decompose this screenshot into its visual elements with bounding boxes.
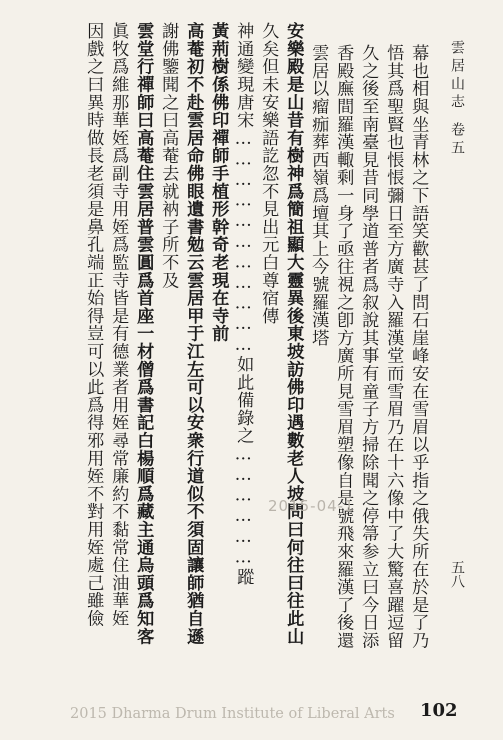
folio-number: 102 xyxy=(420,700,458,721)
text-column-7: 久矣但未安樂語訖忽不見出元白尊宿傳 xyxy=(258,22,279,325)
watermark-date: 2015-04-1 xyxy=(268,497,355,515)
text-column-10: 高菴初不赴雲居命佛眼遺書勉云雲居甲于江左可以安衆行道似不須固讓師猶自遜 xyxy=(183,22,204,645)
text-column-8: 神通變現唐宋……………………………如此備錄之………………蹤 xyxy=(233,22,254,586)
running-header-volume: 卷五 xyxy=(449,122,465,158)
text-column-2: 悟其爲聖賢也悵悵彌日至方廣寺入羅漢堂而雪眉乃在十六像中了大驚喜躍逗留 xyxy=(383,44,404,650)
text-column-6: 安樂殿是山昔有樹神爲簡祖顯大靈異後東坡訪佛印遇數老人坡問曰何往曰往此山 xyxy=(283,22,304,645)
text-column-4: 香殿廡間羅漢輙剩一身了亟往視之卽方廣所見雪眉塑像自是號飛來羅漢了後還 xyxy=(333,44,354,650)
text-column-9: 黃荊樹係佛印禪師手植形幹奇老現在寺前 xyxy=(208,22,229,343)
text-column-11: 謝佛鑒聞之曰高菴去就衲子所不及 xyxy=(158,22,179,289)
text-column-14: 因戲之曰異時做長老須是鼻孔端正始得豈可以此爲得邪用姪不對用姪處己雖儉 xyxy=(83,22,104,628)
text-column-1: 幕也相與坐青林之下語笑歡甚了問石崖峰安在雪眉以乎指之俄失所在於是了乃 xyxy=(408,44,429,650)
chinese-page-number: 五八 xyxy=(449,560,465,588)
text-column-12: 雲堂行禪師曰高菴住雲居普雲圓爲首座一材僧爲書記白楊順爲藏主通烏頭爲知客 xyxy=(133,22,154,645)
running-header-title: 雲居山志 xyxy=(449,40,465,112)
text-column-5: 雲居以瘤痂葬西嶺爲壇其上今號羅漢塔 xyxy=(308,44,329,347)
text-column-3: 久之後至南臺見昔同學道普者爲叙說其事有童子方掃除聞之停箒参立曰今日添 xyxy=(358,44,379,650)
watermark-institute: 2015 Dharma Drum Institute of Liberal Arts xyxy=(70,706,395,722)
text-column-13: 眞牧爲維那華姪爲副寺用姪爲監寺皆是有德業者用姪尋常廉約不黏常住油華姪 xyxy=(108,22,129,628)
